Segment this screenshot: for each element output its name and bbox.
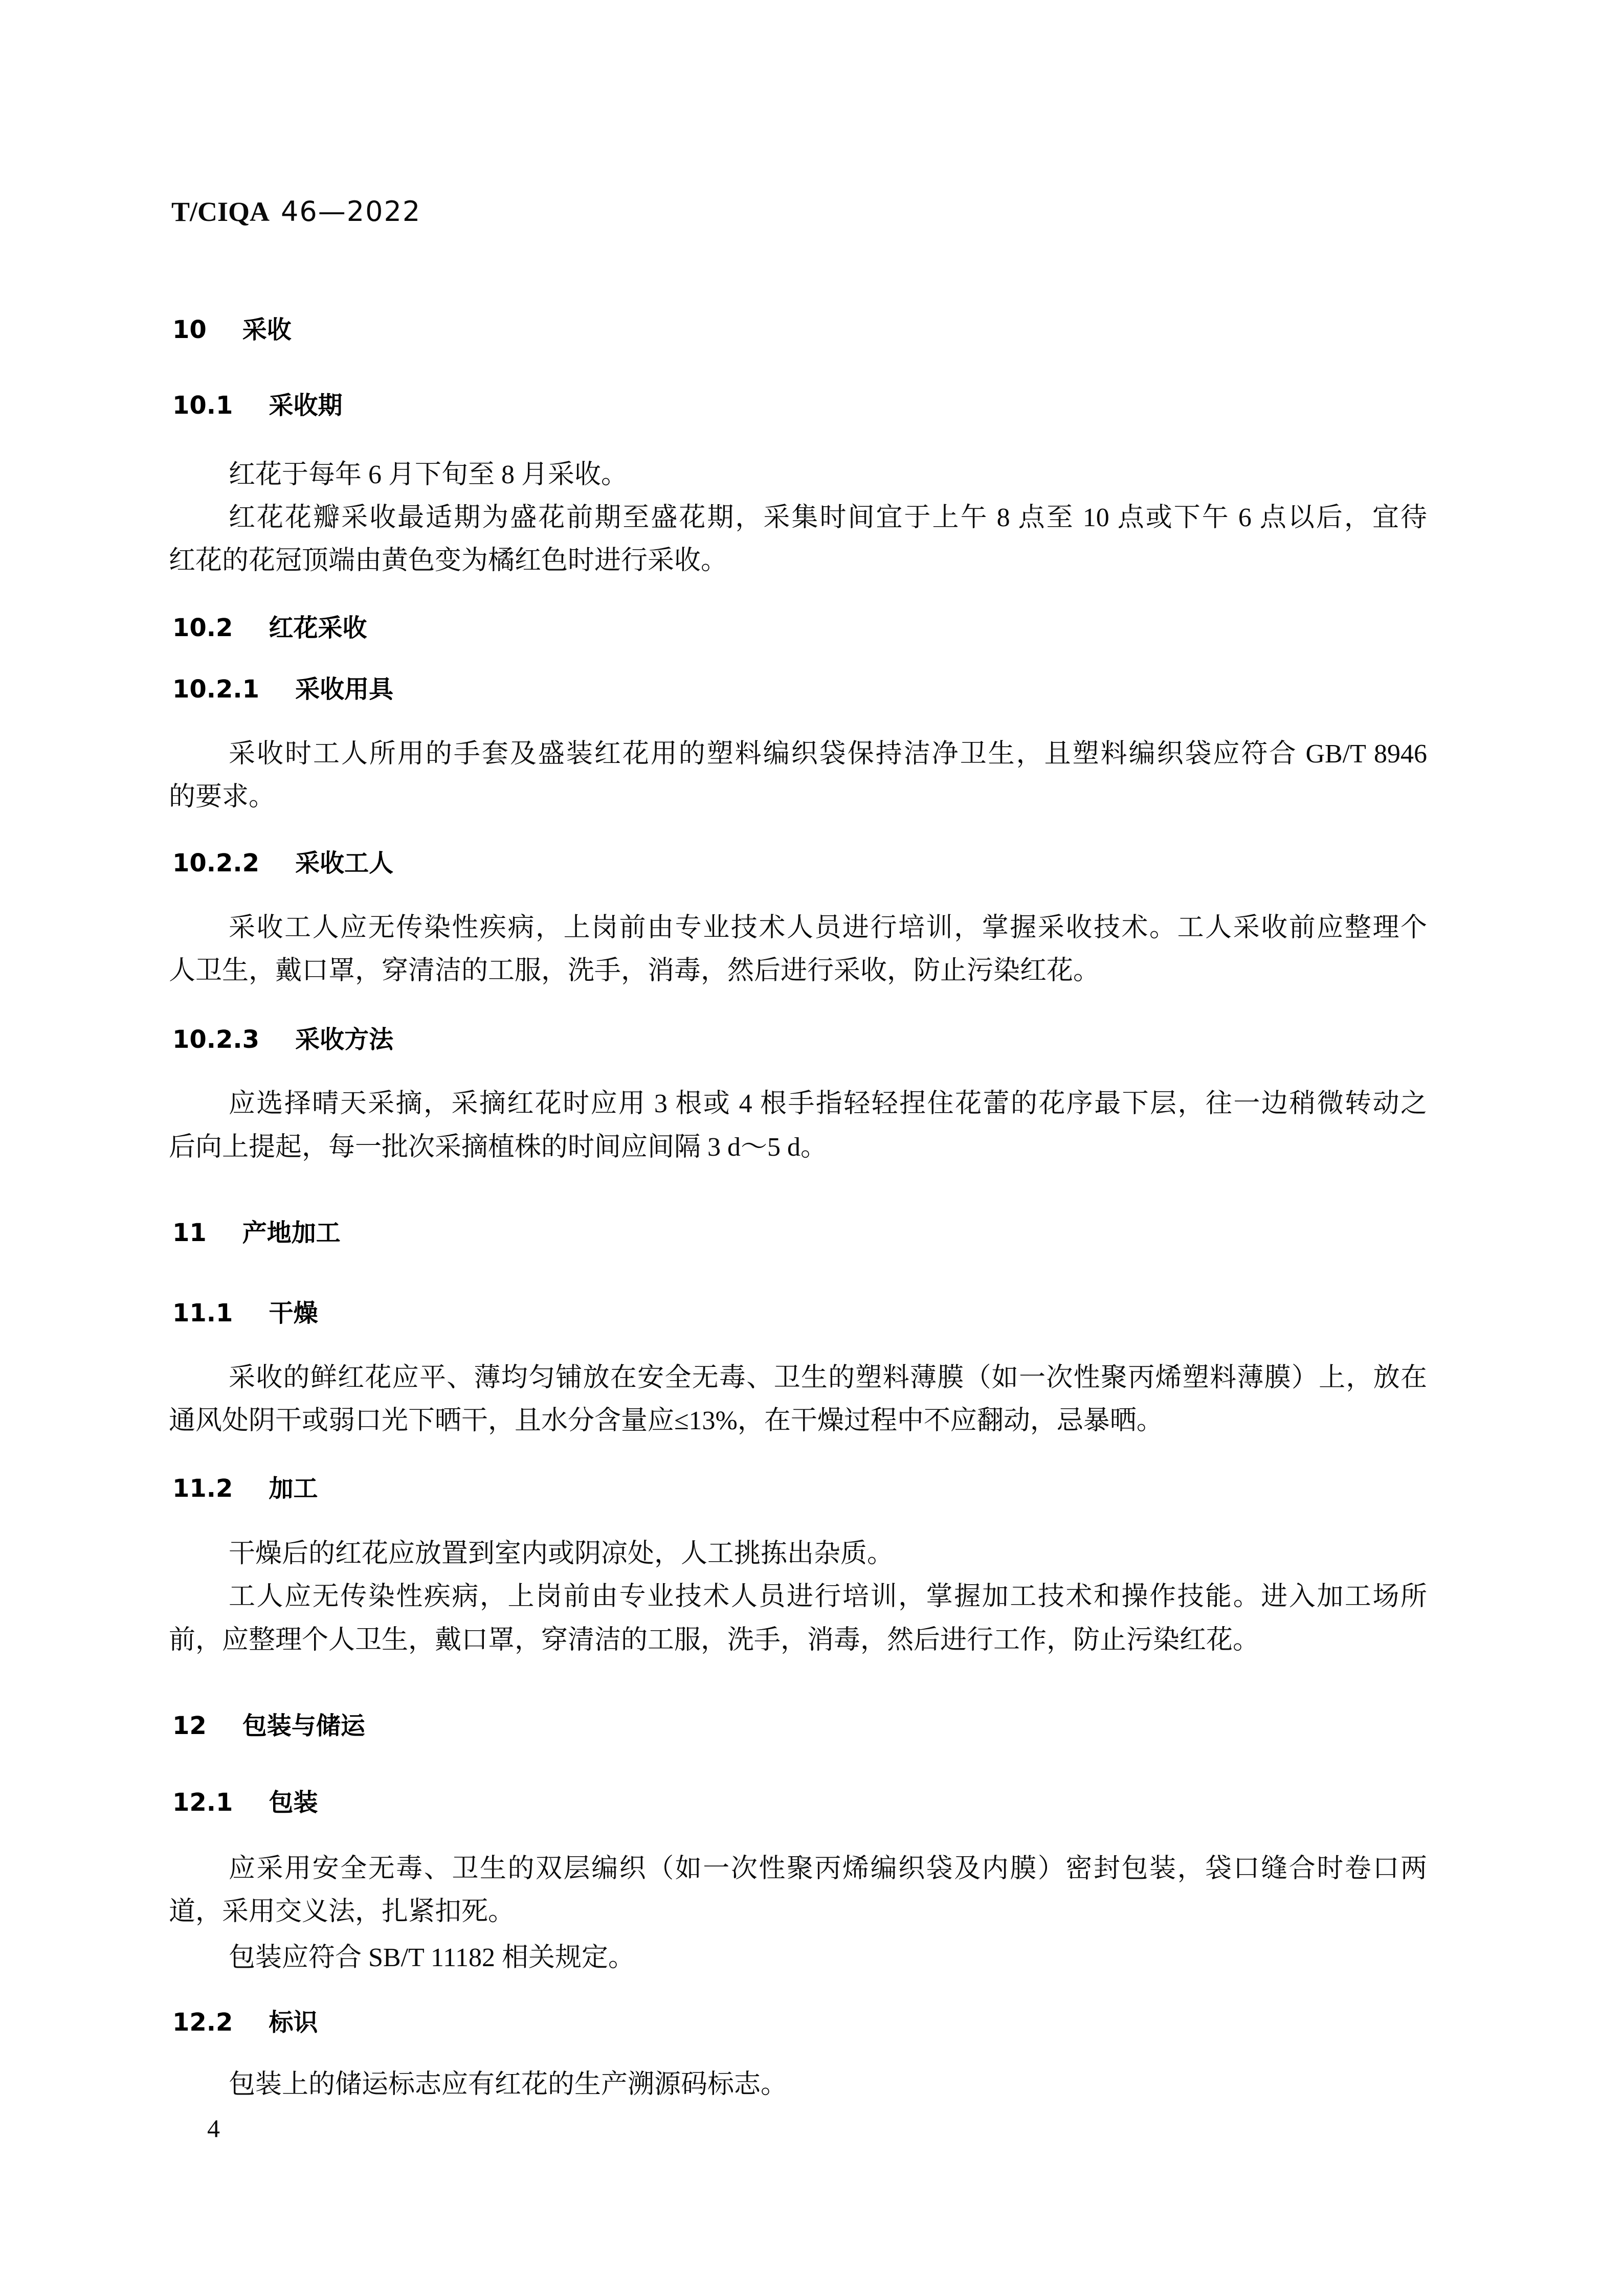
paragraph-line: 工人应无传染性疾病，上岗前由专业技术人员进行培训，掌握加工技术和操作技能。进入加工场所 bbox=[229, 1582, 1427, 1611]
paragraph-line: 采收时工人所用的手套及盛装红花用的塑料编织袋保持洁净卫生，且塑料编织袋应符合 GB/T 8946 bbox=[229, 739, 1427, 769]
heading-title: 采收 bbox=[242, 316, 292, 344]
heading-number: 12.1 bbox=[172, 1788, 233, 1817]
heading-12 bbox=[172, 1713, 365, 1739]
heading-number: 10.2.1 bbox=[172, 675, 260, 704]
paragraph-line: 前，应整理个人卫生，戴口罩，穿清洁的工服，洗手，消毒，然后进行工作，防止污染红花。 bbox=[169, 1626, 1260, 1655]
heading-title: 采收期 bbox=[269, 391, 343, 420]
paragraph-line: 应采用安全无毒、卫生的双层编织（如一次性聚丙烯编织袋及内膜）密封包装，袋口缝合时卷口两 bbox=[229, 1854, 1427, 1883]
heading-11-2 bbox=[172, 1476, 318, 1501]
heading-number: 10.1 bbox=[172, 391, 233, 420]
heading-10-2-2 bbox=[172, 850, 393, 876]
heading-12-2 bbox=[172, 2010, 318, 2035]
heading-number: 10.2.3 bbox=[172, 1025, 260, 1054]
heading-11-1 bbox=[172, 1300, 318, 1326]
heading-number: 10.2 bbox=[172, 614, 233, 642]
heading-title: 加工 bbox=[269, 1474, 318, 1503]
heading-number: 11.2 bbox=[172, 1474, 233, 1503]
paragraph-line: 人卫生，戴口罩，穿清洁的工服，洗手，消毒，然后进行采收，防止污染红花。 bbox=[169, 956, 1100, 985]
heading-title: 红花采收 bbox=[269, 614, 367, 642]
paragraph-line: 的要求。 bbox=[169, 782, 276, 812]
heading-number: 12 bbox=[172, 1712, 207, 1740]
page-number: 4 bbox=[207, 2114, 220, 2143]
heading-title: 采收方法 bbox=[295, 1025, 394, 1054]
heading-10-1 bbox=[172, 393, 342, 418]
heading-title: 采收工人 bbox=[295, 849, 394, 877]
paragraph-line: 后向上提起，每一批次采摘植株的时间应间隔 3 d～5 d。 bbox=[169, 1133, 828, 1162]
paragraph-line: 道，采用交义法，扎紧扣死。 bbox=[169, 1897, 515, 1926]
standard-code: T/CIQA bbox=[171, 196, 270, 227]
paragraph-line: 红花花瓣采收最适期为盛花前期至盛花期，采集时间宜于上午 8 点至 10 点或下午 6 点以后，宜待 bbox=[229, 503, 1427, 532]
paragraph-line: 采收工人应无传染性疾病，上岗前由专业技术人员进行培训，掌握采收技术。工人采收前应整理个 bbox=[229, 913, 1427, 942]
paragraph-line: 包装应符合 SB/T 11182 相关规定。 bbox=[229, 1943, 635, 1972]
heading-11 bbox=[172, 1220, 341, 1246]
heading-number: 11.1 bbox=[172, 1299, 233, 1327]
heading-12-1 bbox=[172, 1790, 318, 1815]
heading-10 bbox=[172, 317, 292, 343]
paragraph-line: 通风处阴干或弱口光下晒干，且水分含量应≤13%，在干燥过程中不应翻动，忌暴晒。 bbox=[169, 1406, 1163, 1435]
heading-10-2 bbox=[172, 615, 367, 641]
paragraph-line: 红花于每年 6 月下旬至 8 月采收。 bbox=[229, 460, 628, 489]
paragraph-line: 采收的鲜红花应平、薄均匀铺放在安全无毒、卫生的塑料薄膜（如一次性聚丙烯塑料薄膜）上，放在 bbox=[229, 1363, 1427, 1392]
standard-number: 46—2022 bbox=[281, 195, 421, 228]
paragraph-line: 应选择晴天采摘，采摘红花时应用 3 根或 4 根手指轻轻捏住花蕾的花序最下层，往一边稍微转动之 bbox=[229, 1089, 1427, 1118]
paragraph-line: 红花的花冠顶端由黄色变为橘红色时进行采收。 bbox=[169, 546, 728, 575]
heading-number: 10 bbox=[172, 316, 207, 344]
heading-title: 采收用具 bbox=[295, 675, 394, 704]
heading-10-2-1 bbox=[172, 677, 393, 702]
heading-title: 标识 bbox=[269, 2008, 318, 2037]
heading-10-2-3 bbox=[172, 1027, 393, 1052]
heading-title: 包装 bbox=[269, 1788, 318, 1817]
running-header bbox=[171, 197, 421, 227]
heading-number: 11 bbox=[172, 1219, 207, 1247]
paragraph-line: 包装上的储运标志应有红花的生产溯源码标志。 bbox=[229, 2070, 788, 2099]
heading-title: 产地加工 bbox=[242, 1219, 341, 1247]
heading-number: 10.2.2 bbox=[172, 849, 260, 877]
heading-title: 包装与储运 bbox=[242, 1712, 365, 1740]
heading-number: 12.2 bbox=[172, 2008, 233, 2037]
heading-title: 干燥 bbox=[269, 1299, 318, 1327]
paragraph-line: 干燥后的红花应放置到室内或阴凉处，人工挑拣出杂质。 bbox=[229, 1539, 894, 1568]
